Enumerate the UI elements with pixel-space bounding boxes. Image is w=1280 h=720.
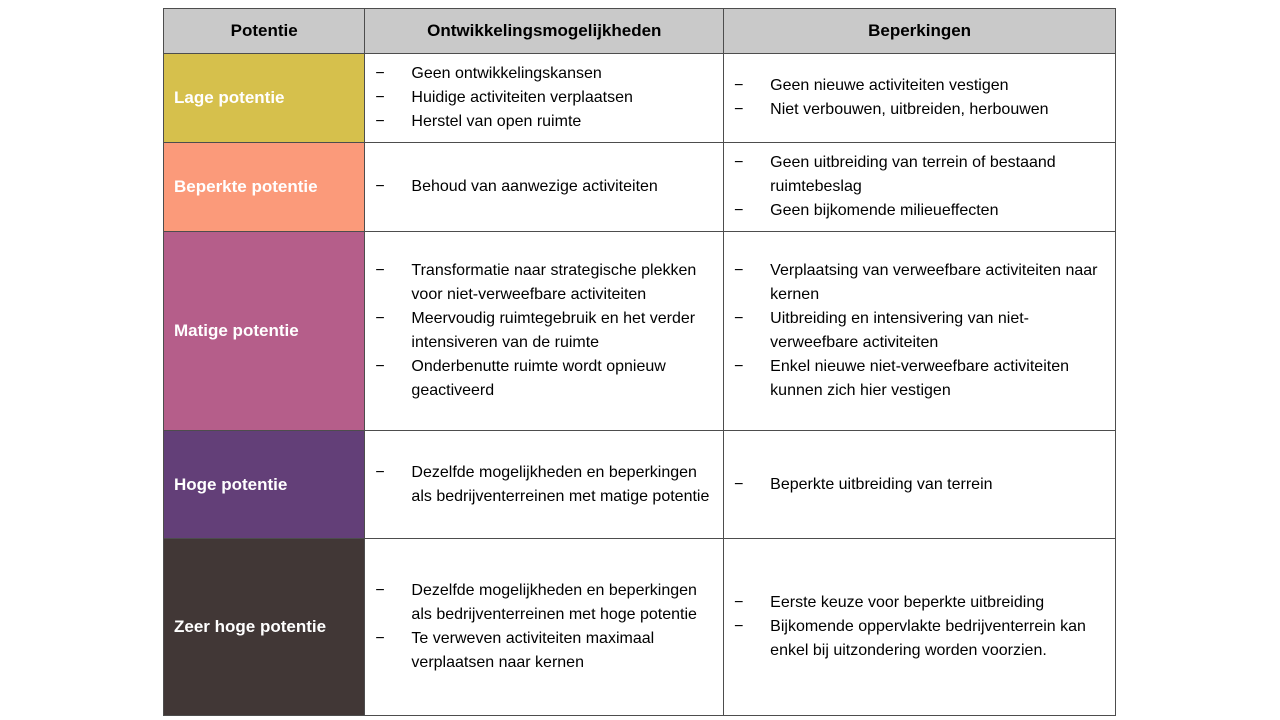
beperkingen-cell: [724, 232, 1116, 431]
bullet-dash: −: [734, 358, 744, 375]
list-item: [375, 355, 713, 403]
list-item-text: Beperkte uitbreiding van terrein: [770, 475, 993, 493]
table-header-row: [164, 9, 1116, 54]
list-item: [375, 86, 713, 110]
beperkingen-cell: [724, 431, 1116, 539]
list-item: [734, 615, 1105, 663]
bullet-dash: −: [734, 310, 744, 327]
list-item-text: Enkel nieuwe niet-verweefbare activiteiten kunnen zich hier vestigen: [770, 358, 1069, 399]
list-item: [375, 259, 713, 307]
list-item: [375, 110, 713, 134]
list-item: [734, 74, 1105, 98]
list-item-text: Behoud van aanwezige activiteiten: [411, 178, 658, 195]
beperkingen-list: [724, 591, 1115, 663]
list-item: [375, 307, 713, 355]
bullet-dash: −: [375, 262, 385, 279]
bullet-dash: −: [375, 310, 385, 327]
list-item-text: Onderbenutte ruimte wordt opnieuw geactiveerd: [411, 358, 666, 399]
list-item: [734, 151, 1105, 199]
list-item: [734, 355, 1105, 403]
table-body: [164, 54, 1116, 716]
table-row: [164, 54, 1116, 143]
bullet-dash: −: [734, 594, 744, 611]
list-item-text: Verplaatsing van verweefbare activiteiten naar kernen: [770, 262, 1098, 303]
list-item-text: Geen uitbreiding van terrein of bestaand ruimtebeslag: [770, 154, 1056, 195]
ontwikkeling-cell: [365, 232, 724, 431]
ontwikkeling-cell: [365, 143, 724, 232]
header-beperkingen: Beperkingen: [724, 9, 1116, 54]
bullet-dash: −: [734, 154, 744, 171]
ontwikkeling-list: [365, 259, 723, 403]
list-item: [375, 175, 713, 199]
list-item-text: Huidige activiteiten verplaatsen: [411, 89, 633, 106]
ontwikkeling-list: [365, 62, 723, 134]
potential-label-cell: Matige potentie: [164, 232, 365, 431]
list-item: [375, 627, 713, 675]
bullet-dash: −: [734, 202, 744, 219]
list-item-text: Transformatie naar strategische plekken voor niet-verweefbare activiteiten: [411, 262, 697, 303]
potential-label-cell: Lage potentie: [164, 54, 365, 143]
list-item: [734, 591, 1105, 615]
bullet-dash: −: [734, 77, 744, 94]
list-item-text: Herstel van open ruimte: [411, 113, 582, 130]
beperkingen-cell: [724, 539, 1116, 716]
beperkingen-list: [724, 151, 1115, 223]
list-item: [375, 62, 713, 86]
bullet-dash: −: [734, 618, 744, 635]
potential-label-cell: Beperkte potentie: [164, 143, 365, 232]
beperkingen-list: [724, 74, 1115, 122]
table-row: [164, 143, 1116, 232]
ontwikkeling-cell: [365, 54, 724, 143]
list-item-text: Dezelfde mogelijkheden en beperkingen als bedrijventerreinen met matige potentie: [411, 463, 710, 505]
beperkingen-cell: [724, 143, 1116, 232]
list-item-text: Bijkomende oppervlakte bedrijventerrein kan enkel bij uitzondering worden voorzien.: [770, 618, 1086, 659]
ontwikkeling-cell: [365, 431, 724, 539]
list-item-text: Geen nieuwe activiteiten vestigen: [770, 77, 1009, 94]
bullet-dash: −: [375, 65, 385, 82]
beperkingen-list: [724, 259, 1115, 403]
table-row: [164, 539, 1116, 716]
list-item: [375, 579, 713, 627]
bullet-dash: −: [375, 630, 385, 647]
list-item: [734, 473, 1105, 497]
list-item-text: Eerste keuze voor beperkte uitbreiding: [770, 594, 1045, 611]
bullet-dash: −: [734, 101, 744, 118]
bullet-dash: −: [734, 262, 744, 279]
list-item-text: Te verweven activiteiten maximaal verplaatsen naar kernen: [411, 630, 655, 671]
bullet-dash: −: [375, 463, 385, 481]
potential-label-cell: Hoge potentie: [164, 431, 365, 539]
bullet-dash: −: [375, 582, 385, 599]
ontwikkeling-list: [365, 175, 723, 199]
list-item: [734, 259, 1105, 307]
list-item-text: Niet verbouwen, uitbreiden, herbouwen: [770, 101, 1049, 118]
bullet-dash: −: [734, 475, 744, 493]
bullet-dash: −: [375, 358, 385, 375]
list-item: [375, 461, 713, 509]
ontwikkeling-cell: [365, 539, 724, 716]
list-item-text: Uitbreiding en intensivering van niet-verweefbare activiteiten: [770, 310, 1029, 351]
beperkingen-list: [724, 473, 1115, 497]
list-item-text: Dezelfde mogelijkheden en beperkingen als bedrijventerreinen met hoge potentie: [411, 582, 697, 623]
ontwikkeling-list: [365, 579, 723, 675]
beperkingen-cell: [724, 54, 1116, 143]
table-row: [164, 431, 1116, 539]
potential-label-cell: Zeer hoge potentie: [164, 539, 365, 716]
potential-table: [163, 8, 1116, 716]
list-item-text: Geen ontwikkelingskansen: [411, 65, 602, 82]
table-row: [164, 232, 1116, 431]
bullet-dash: −: [375, 178, 385, 195]
header-ontwikkeling: Ontwikkelingsmogelijkheden: [365, 9, 724, 54]
header-potentie: Potentie: [164, 9, 365, 54]
list-item: [734, 199, 1105, 223]
bullet-dash: −: [375, 89, 385, 106]
list-item-text: Geen bijkomende milieueffecten: [770, 202, 999, 219]
list-item: [734, 98, 1105, 122]
bullet-dash: −: [375, 113, 385, 130]
ontwikkeling-list: [365, 461, 723, 509]
list-item: [734, 307, 1105, 355]
list-item-text: Meervoudig ruimtegebruik en het verder intensiveren van de ruimte: [411, 310, 696, 351]
